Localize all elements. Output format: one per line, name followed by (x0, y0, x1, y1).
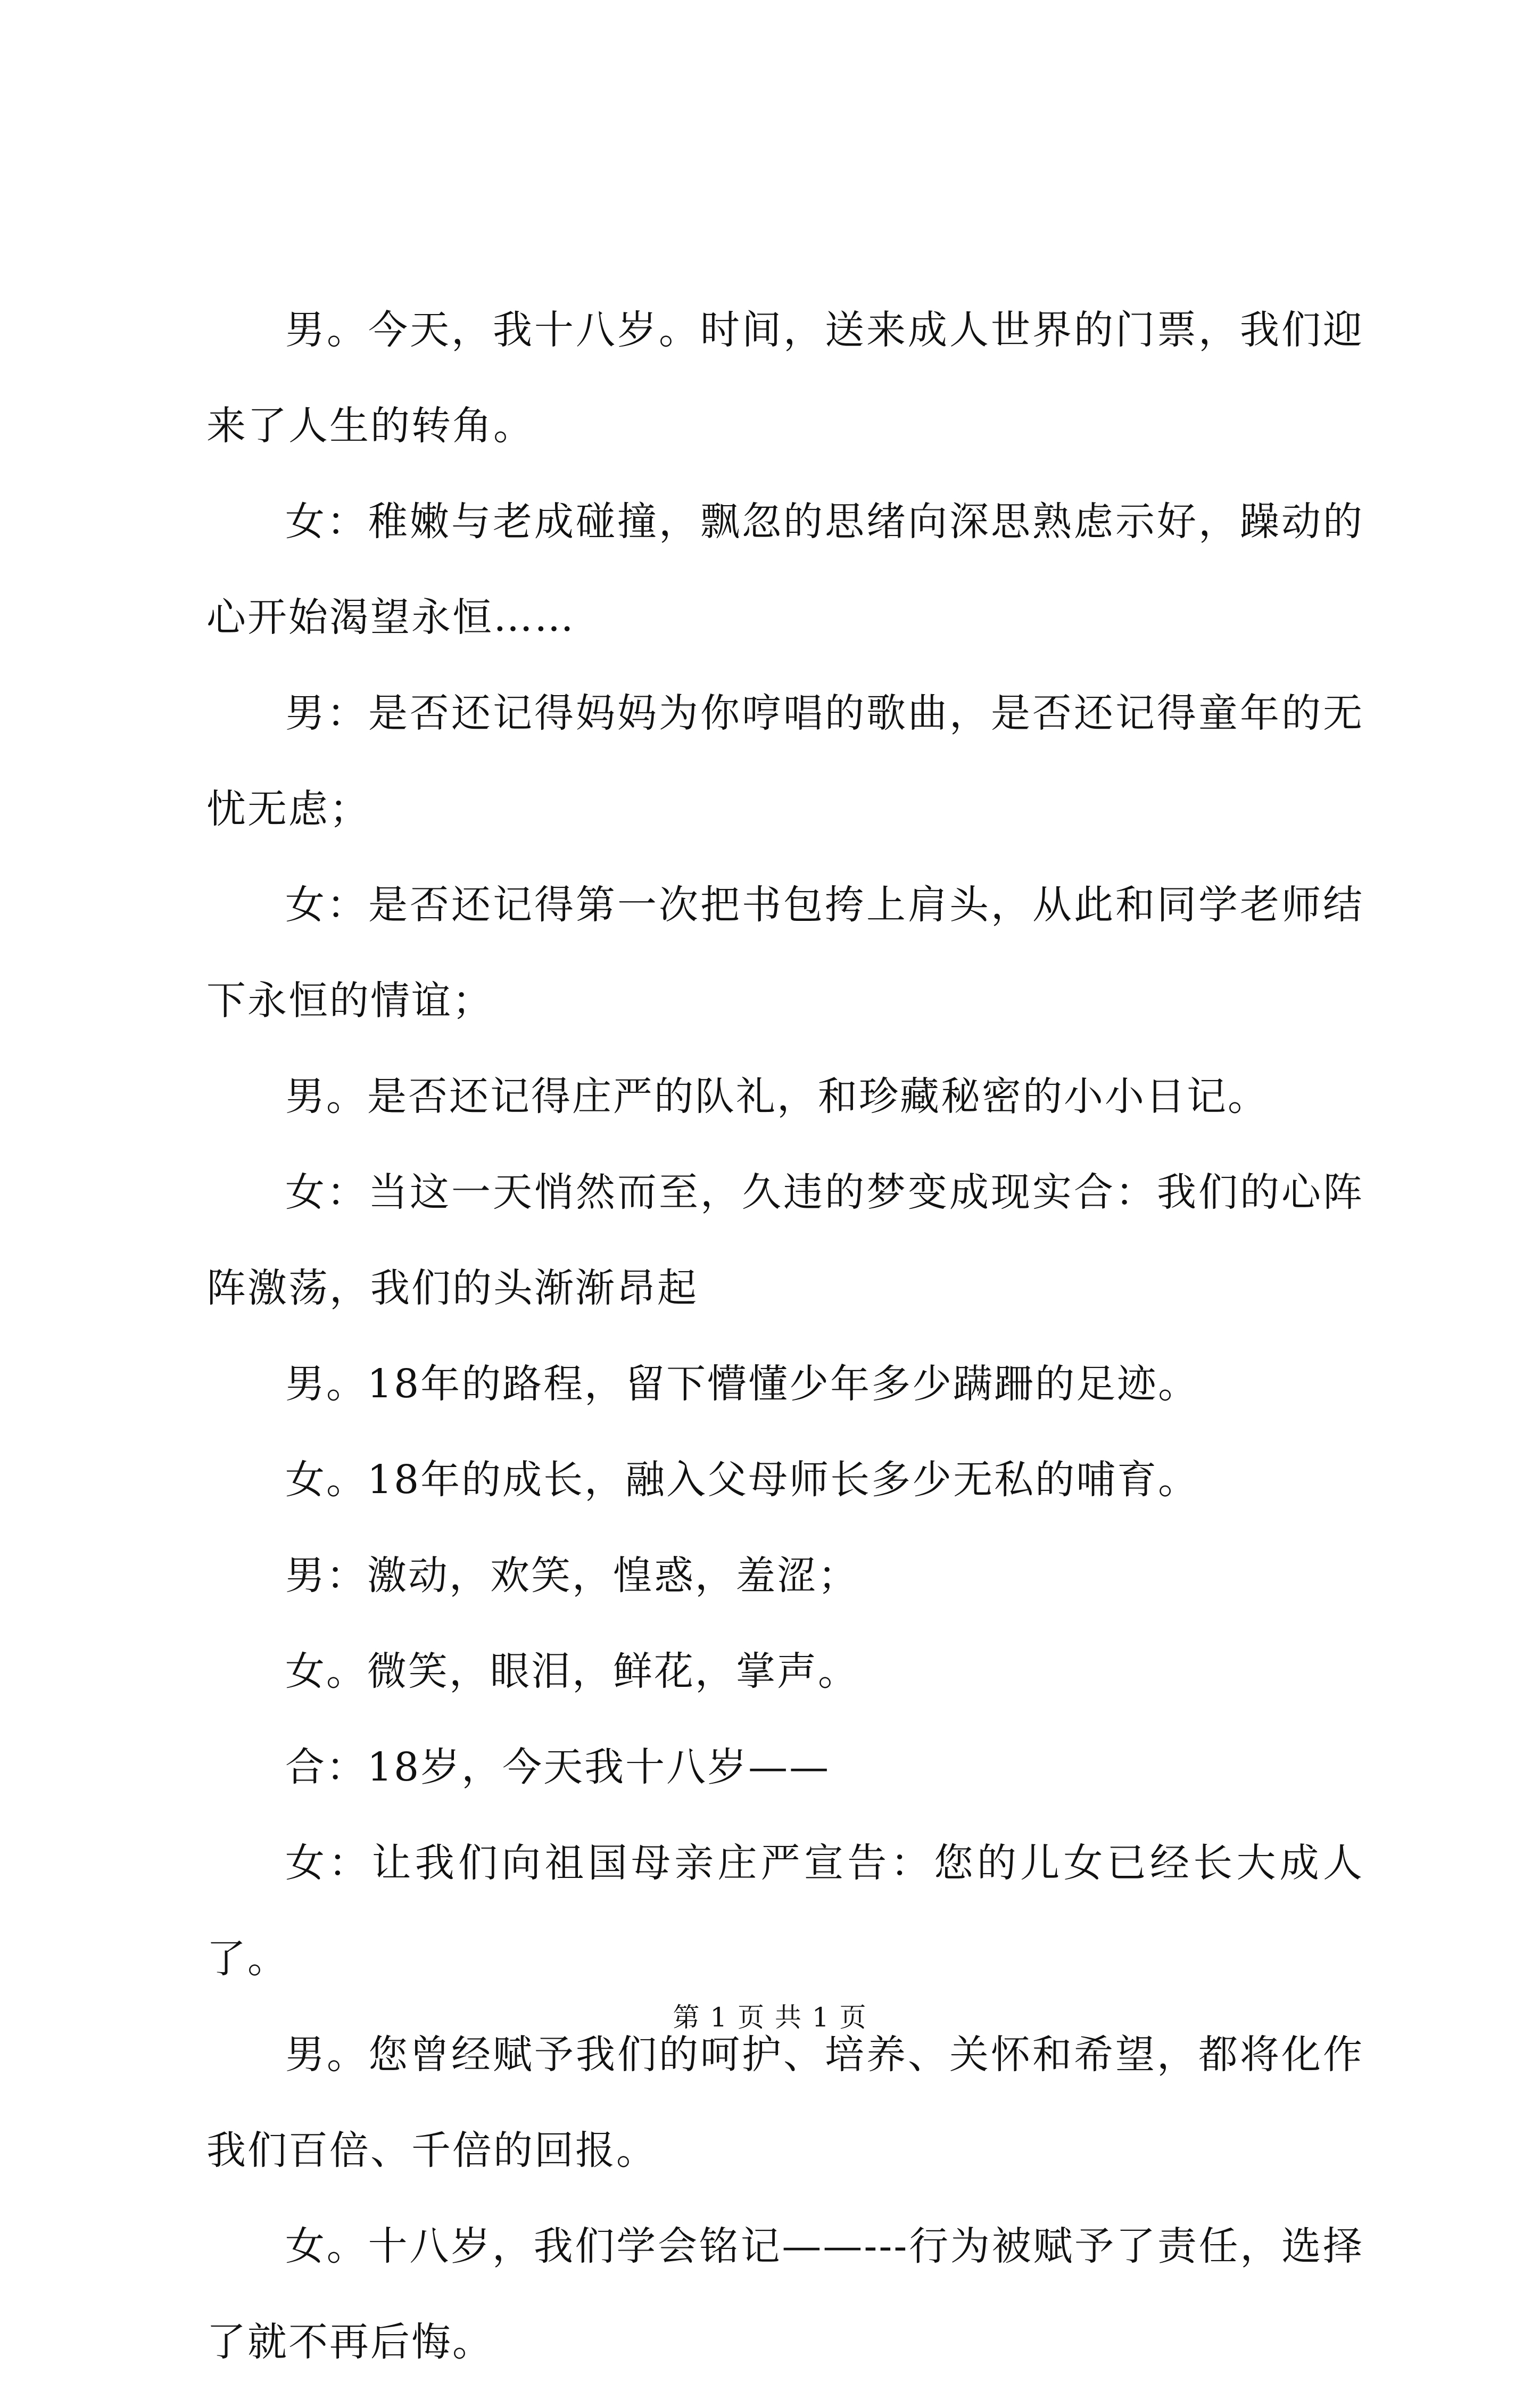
paragraph: 女。18年的成长，融入父母师长多少无私的哺育。 (285, 1457, 1199, 1503)
paragraph: 女：当这一天悄然而至，久违的梦变成现实合：我们的心阵阵激荡，我们的头渐渐昂起 (206, 1169, 1364, 1311)
paragraph: 女：是否还记得第一次把书包挎上肩头，从此和同学老师结下永恒的情谊； (206, 882, 1364, 1024)
paragraph: 男。是否还记得庄严的队礼，和珍藏秘密的小小日记。 (285, 1074, 1269, 1119)
paragraph: 女：稚嫩与老成碰撞，飘忽的思绪向深思熟虑示好，躁动的心开始渴望永恒…… (206, 499, 1364, 640)
paragraph: 合：18岁，今天我十八岁—— (285, 1744, 831, 1790)
page-number-label: 第 1 页 共 1 页 (673, 2002, 867, 2033)
paragraph: 男。您曾经赋予我们的呵护、培养、关怀和希望，都将化作我们百倍、千倍的回报。 (206, 2032, 1364, 2173)
paragraph: 女：让我们向祖国母亲庄严宣告：您的儿女已经长大成人了。 (206, 1840, 1364, 1982)
paragraph: 男。今天，我十八岁。时间，送来成人世界的门票，我们迎来了人生的转角。 (206, 307, 1364, 449)
paragraph: 男。18年的路程，留下懵懂少年多少蹒跚的足迹。 (285, 1361, 1199, 1407)
paragraph: 女。十八岁，我们学会铭记——---行为被赋予了责任，选择了就不再后悔。 (206, 2223, 1364, 2365)
paragraph: 男：是否还记得妈妈为你哼唱的歌曲，是否还记得童年的无忧无虑； (206, 690, 1364, 832)
paragraph: 男：激动，欢笑，惶惑，羞涩； (285, 1553, 859, 1598)
document-body (206, 282, 1364, 2390)
paragraph: 女。微笑，眼泪，鲜花，掌声。 (285, 1649, 859, 1694)
page-footer (0, 2001, 1540, 2033)
